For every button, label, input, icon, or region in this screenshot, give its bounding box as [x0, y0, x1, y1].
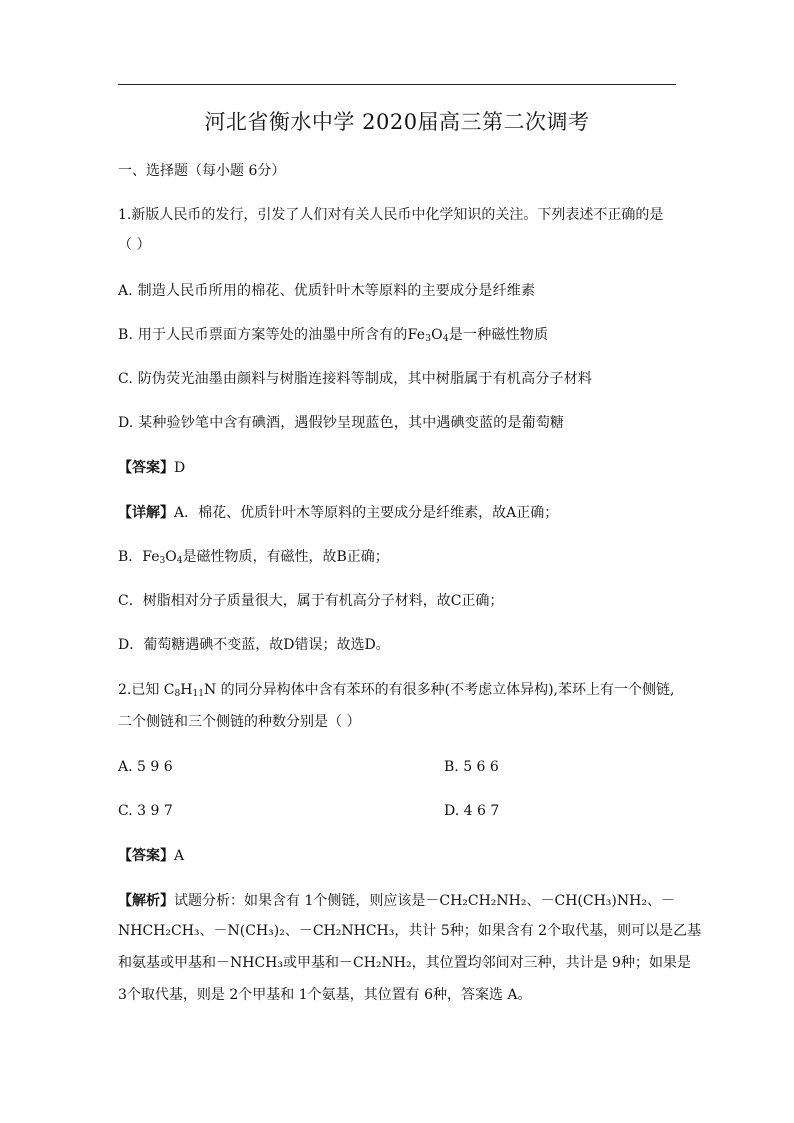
q1-detail-c: C．树脂相对分子质量很大，属于有机高分子材料，故C正确；	[118, 593, 504, 609]
q2-analysis-line2: NHCH₂CH₃、－N(CH₃)₂、－CH₂NHCH₃，共计 5种；如果含有 2个取代基，则可以是乙基	[118, 923, 702, 939]
q2-stem-line2: 二个侧链和三个侧链的种数分别是（ ）	[118, 714, 361, 730]
q2-stem: 2.已知 $C_8H_{11}N$ 的同分异构体中含有苯环的有很多种(不考虑立体异构),苯环上有一个侧链,	[118, 682, 675, 699]
q1-stem: 1.新版人民币的发行，引发了人们对有关人民币中化学知识的关注。下列表述不正确的是	[118, 207, 664, 223]
q1-option-c: C. 防伪荧光油墨由颜料与树脂连接料等制成，其中树脂属于有机高分子材料	[118, 371, 593, 387]
q2-analysis-line3: 和氨基或甲基和－NHCH₃或甲基和－CH₂NH₂，其位置均邻间对三种，共计是 9种；如果是	[118, 955, 691, 971]
header-rule	[118, 84, 676, 85]
q2-answer: 【答案】A	[118, 848, 185, 864]
q1-detail-b: B．$Fe_3O_4$是磁性物质，有磁性，故B正确；	[118, 549, 389, 566]
q1-option-a: A. 制造人民币所用的棉花、优质针叶木等原料的主要成分是纤维素	[118, 283, 536, 299]
q1-option-d: D. 某种验钞笔中含有碘酒，遇假钞呈现蓝色，其中遇碘变蓝的是葡萄糖	[118, 415, 565, 431]
q1-answer: 【答案】D	[118, 460, 186, 476]
q2-option-b: B. 5 6 6	[444, 759, 499, 775]
q2-analysis-line1: 【解析】试题分析：如果含有 1个侧链，则应该是－CH₂CH₂NH₂、－CH(CH₃)NH₂、－	[118, 893, 675, 909]
q1-detail-d: D．葡萄糖遇碘不变蓝，故D错误；故选D。	[118, 637, 390, 653]
q1-option-b: B. 用于人民币票面方案等处的油墨中所含有的$Fe_3O_4$是一种磁性物质	[118, 327, 549, 344]
section-heading: 一、选择题（每小题 6分）	[118, 163, 286, 179]
q2-option-d: D. 4 6 7	[444, 803, 500, 819]
q1-paren: （ ）	[118, 237, 151, 253]
q2-analysis-line4: 3个取代基，则是 2个甲基和 1个氨基，其位置有 6种，答案选 A。	[118, 987, 532, 1003]
q2-option-c: C. 3 9 7	[118, 803, 173, 819]
page-title: 河北省衡水中学 2020届高三第二次调考	[204, 110, 590, 134]
q1-detail-a: 【详解】A．棉花、优质针叶木等原料的主要成分是纤维素，故A正确；	[118, 505, 559, 521]
q2-option-a: A. 5 9 6	[118, 759, 173, 775]
